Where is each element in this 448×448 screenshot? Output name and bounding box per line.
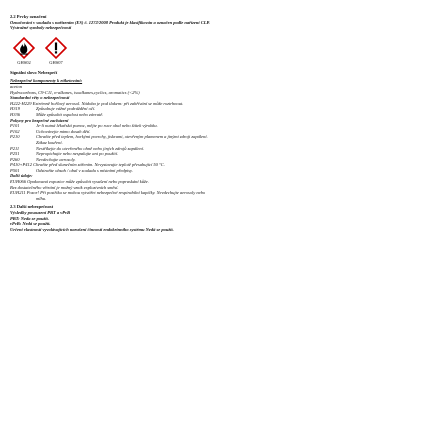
precaution-row-p210-cont: Zákaz kouření. bbox=[36, 139, 63, 145]
extra-explosive-mix: Bez dostatečného větrání je možný vznik explozivních směsí. bbox=[10, 184, 119, 190]
precaution-row-p102: P102 Uchovávejte mimo dosah dětí. bbox=[10, 128, 91, 134]
extra-euh211-cont: mlhu. bbox=[36, 195, 47, 201]
extra-euh066: EUH066 Opakovaná expozice může způsobit vysušení nebo popraskání kůže. bbox=[10, 179, 149, 185]
pictogram-ghs02 bbox=[12, 37, 36, 65]
pictogram-row bbox=[12, 37, 436, 65]
precaution-title: Pokyny pro bezpečné zacházení bbox=[10, 117, 69, 123]
exclamation-icon bbox=[45, 37, 67, 59]
hazard-row-h319: H319 Způsobuje vážné podráždění očí. bbox=[10, 106, 96, 112]
pictograms-label: Výstražné symboly nebezpečnosti bbox=[10, 25, 72, 31]
vpvb-value: vPvB: Nedá se použít. bbox=[10, 221, 51, 227]
precaution-row-p251: P251 Nepropichujte nebo nespalujte ani po použití. bbox=[10, 151, 119, 157]
hazard-row-h336: H336 Může způsobit ospalost nebo závratě. bbox=[10, 111, 104, 117]
extra-euh211: EUH211 Pozor! Při postřiku se mohou vytvářet nebezpečné respirabilní kapičky. Nevdechujte aerosoly nebo bbox=[10, 190, 206, 196]
pbt-value: PBT: Neda se použít. bbox=[10, 215, 49, 221]
flame-icon bbox=[13, 37, 35, 59]
precaution-row-p101: P101 Je-li nutná lékařská pomoc, mějte po ruce obal nebo štítek výrobku. bbox=[10, 123, 158, 129]
precaution-row-p410: P410+P412 Chraňte před slunečním zářením. Nevystavujte teplotě přesahující 50 °C. bbox=[10, 162, 165, 168]
pictogram-code: GHS07 bbox=[49, 59, 63, 65]
endocrine-value: Určení vlastností vyvolávajících narušení činnosti endokrinního systému Nedá se použít. bbox=[10, 226, 174, 232]
precaution-row-p501: P501 Odstraňte obsah / obal v souladu s místními předpisy. bbox=[10, 167, 133, 173]
other-hazards-heading: 2.3 Další nebezpečnost bbox=[10, 204, 54, 210]
precaution-row-p210: P210 Chraňte před teplem, horkými povrchy, jiskrami, otevřeným plamenem a jinými zdroji zapálení. bbox=[10, 134, 208, 140]
component-item: aceton bbox=[10, 83, 22, 89]
extra-title: Další údaje: bbox=[10, 173, 33, 179]
pictogram-ghs07 bbox=[44, 37, 68, 65]
precaution-row-p211: P211 Nestříkejte do otevřeného ohně nebo jiných zdrojů zapálení. bbox=[10, 145, 145, 151]
sds-section-2 bbox=[10, 14, 436, 232]
pbt-title: Výsledky posouzení PBT a vPvB bbox=[10, 210, 70, 216]
hazard-title: Standardní věty o nebezpečnosti bbox=[10, 95, 70, 101]
hazard-row-h222: H222-H229 Extrémně hořlavý aerosol. Nádoba je pod tlakem: při zahřívání se může roztrhnout. bbox=[10, 100, 184, 106]
component-item: Hydrocarbons, C9-C11, n-alkanes, isoalkanes,cyclics, aromatics (<2%) bbox=[10, 89, 140, 95]
labelling-regulation-text: Označování v souladu s nařízením (ES) č. 1272/2008 Produkt je klasifikován a označen podle nařízení CLP. bbox=[10, 19, 210, 25]
components-title: Nebezpečné komponenty k etiketování: bbox=[10, 78, 83, 84]
section-heading: 2.2 Prvky označení bbox=[10, 14, 47, 19]
signal-word: Signální slovo Nebezpečí bbox=[10, 69, 58, 75]
precaution-row-p260: P260 Nevdechujte aerosoly. bbox=[10, 156, 76, 162]
pictogram-code: GHS02 bbox=[17, 59, 31, 65]
